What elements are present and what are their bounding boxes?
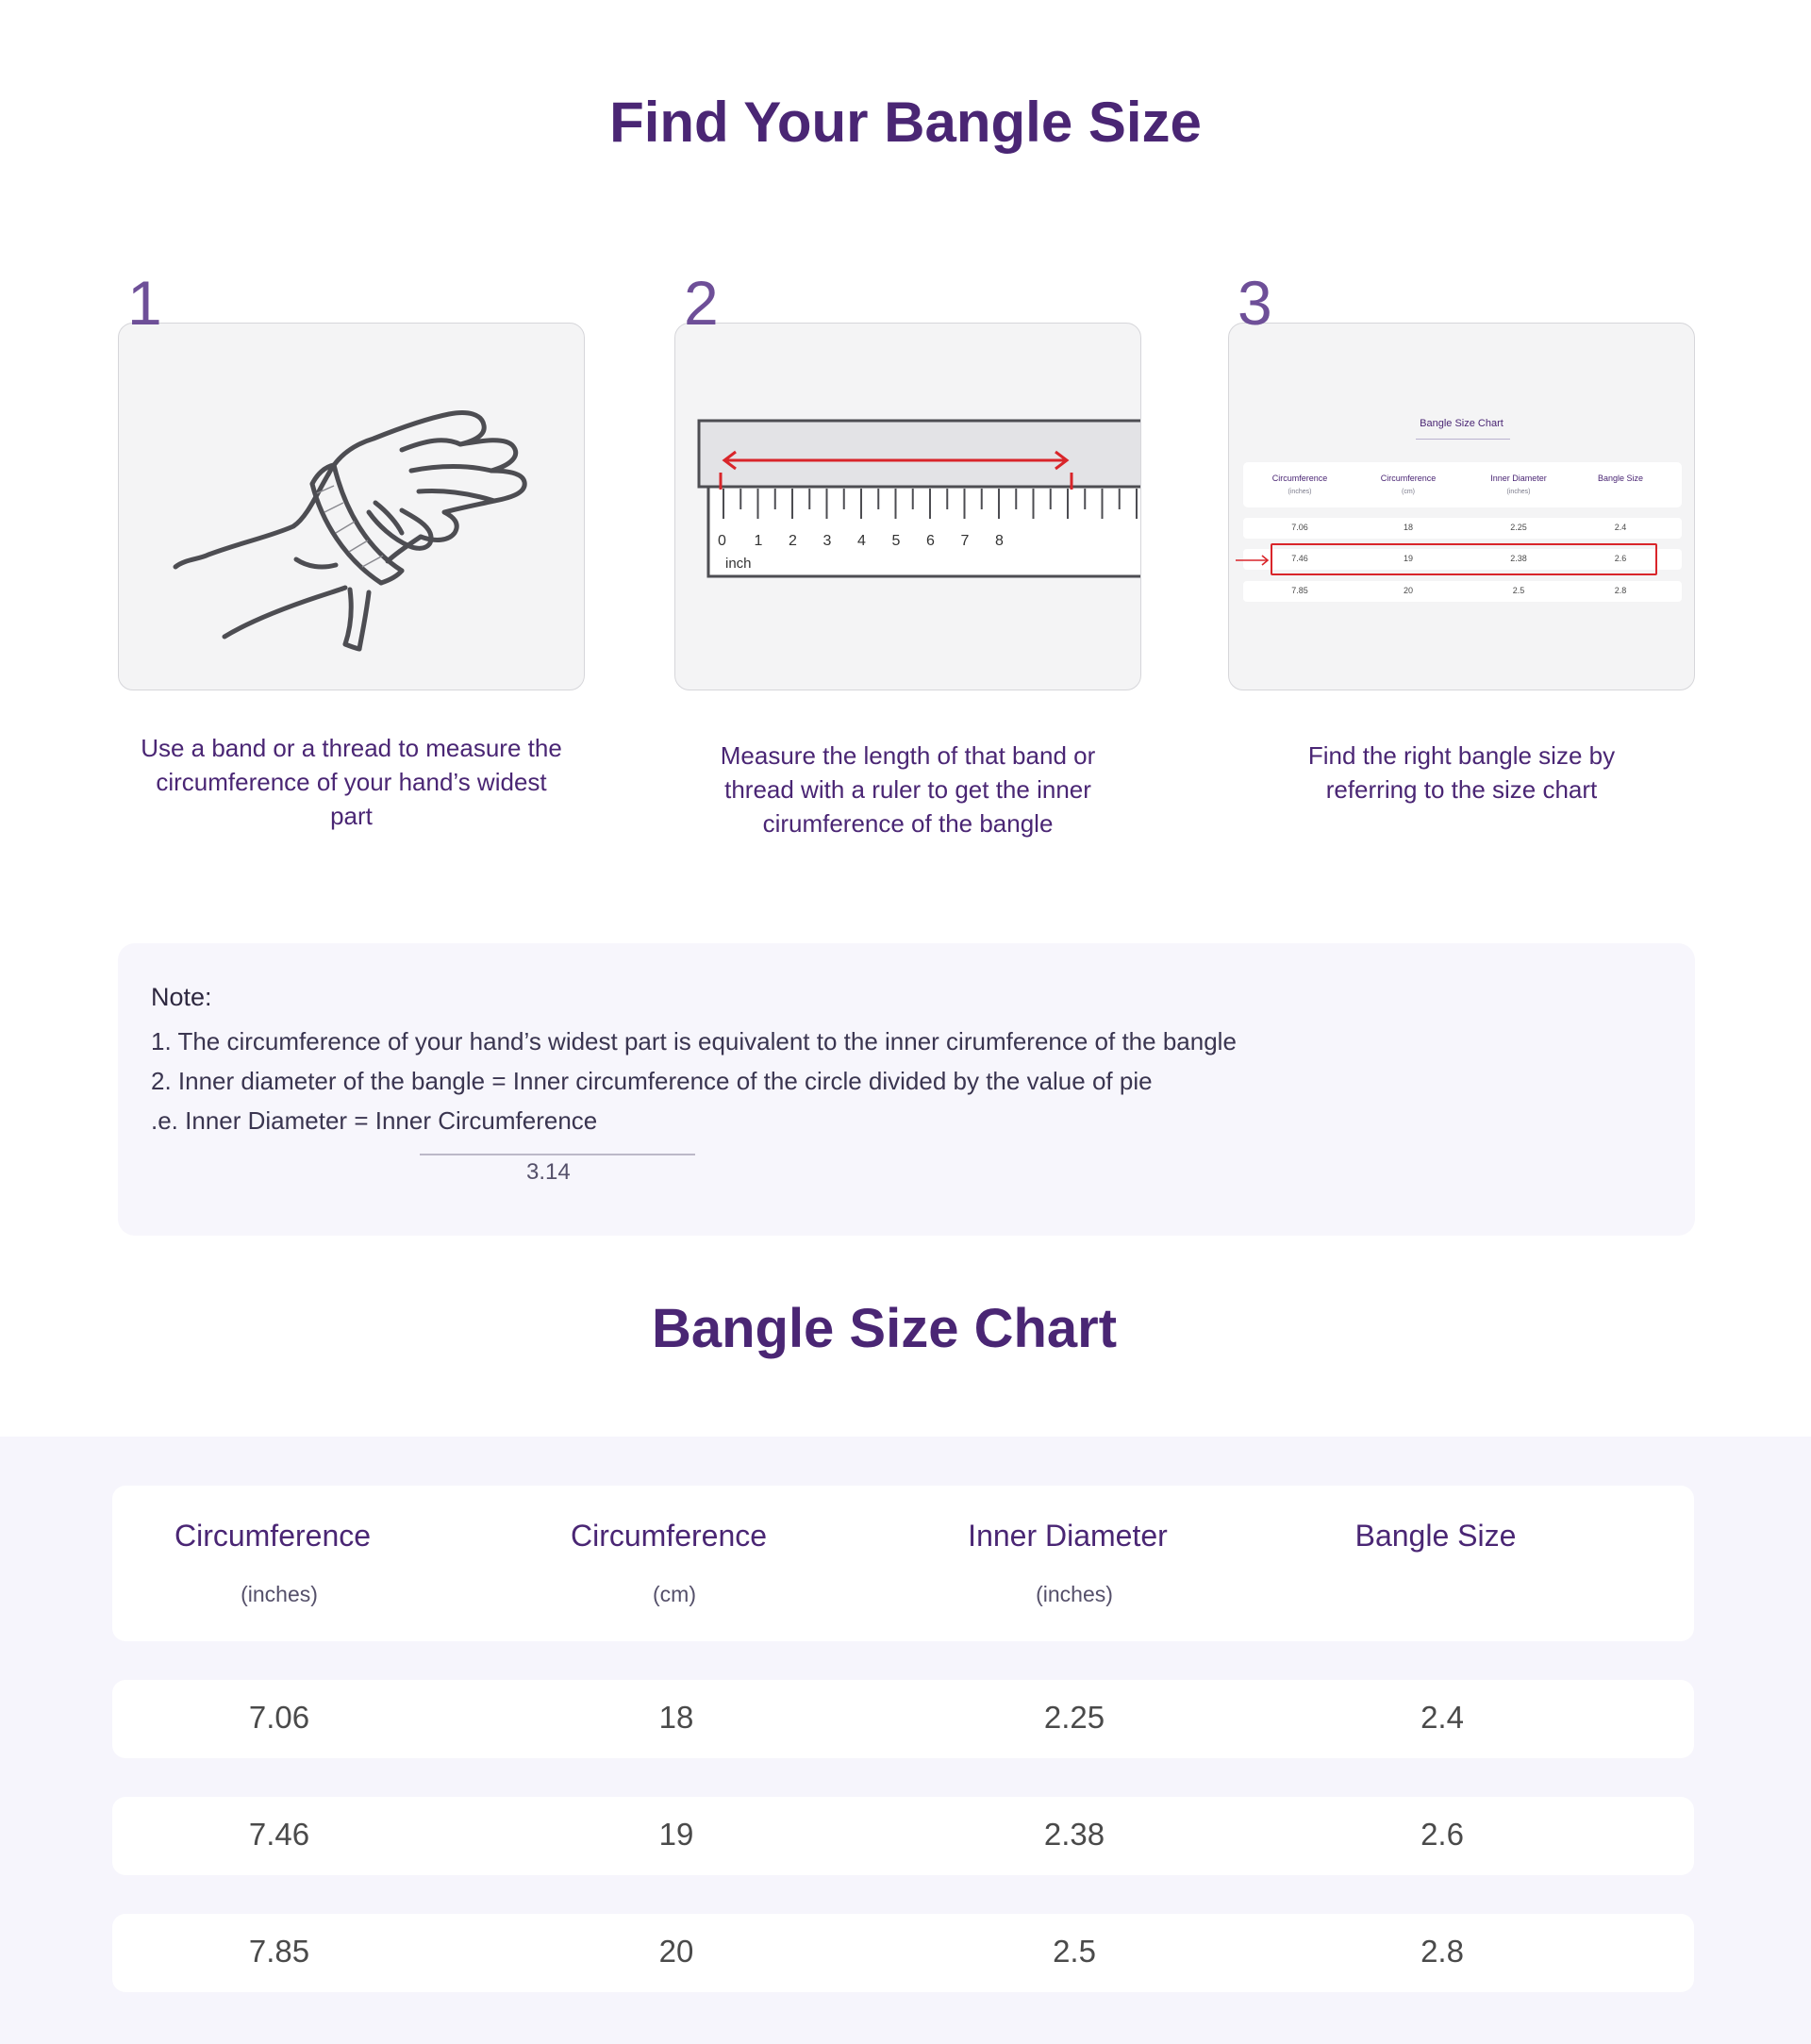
mini-cell: 18: [1403, 523, 1413, 532]
table-cell: 2.8: [1421, 1934, 1464, 1969]
table-cell: 18: [658, 1700, 694, 1735]
mini-cell: 7.46: [1291, 554, 1308, 563]
step-description: Measure the length of that band or thread with a ruler to get the inner cirumference of the bangle: [720, 741, 1096, 838]
fraction-line: [420, 1154, 695, 1155]
ruler-tick-label: 5: [891, 533, 901, 549]
table-cell: 2.6: [1421, 1817, 1464, 1852]
table-cell: 7.85: [248, 1934, 310, 1969]
mini-cell: 20: [1403, 586, 1413, 595]
step-image-card: [1228, 323, 1695, 690]
note-label: Note:: [151, 983, 212, 1011]
formula: [151, 1140, 1662, 1225]
mini-table-row: [1243, 518, 1682, 539]
note-line: 1. The circumference of your hand’s widest part is equivalent to the inner cirumference of the bangle: [151, 1027, 1237, 1055]
mini-header-label: Circumference: [1271, 474, 1328, 483]
mini-header-label: Circumference: [1380, 474, 1437, 483]
table-row: [112, 1914, 1694, 1992]
step-description: Use a band or a thread to measure the circumference of your hand’s widest part: [141, 734, 562, 830]
note-line: .e. Inner Diameter = Inner Circumference: [151, 1106, 598, 1135]
note-line: 2. Inner diameter of the bangle = Inner circumference of the circle divided by the value of pie: [151, 1067, 1153, 1095]
mini-header-unit: (inches): [1288, 489, 1312, 495]
mini-cell: 7.06: [1291, 523, 1308, 532]
page-title: Find Your Bangle Size: [609, 91, 1202, 154]
ruler-tick-label: 0: [718, 533, 726, 549]
ruler-tick-label: 7: [960, 533, 970, 549]
header-label: Circumference: [570, 1519, 768, 1553]
mini-cell: 2.4: [1614, 523, 1627, 532]
table-cell: 2.5: [1053, 1934, 1096, 1969]
table-row: [112, 1797, 1694, 1875]
mini-highlight-box: [1271, 543, 1657, 575]
header-unit: (cm): [653, 1582, 696, 1606]
step-description: Find the right bangle size by referring to the size chart: [1307, 741, 1616, 804]
formula-denominator: 3.14: [526, 1159, 571, 1185]
header-label: Inner Diameter: [968, 1519, 1168, 1553]
step-number: 1: [127, 268, 162, 338]
mini-header-unit: (inches): [1506, 489, 1531, 495]
ruler-tick-label: 8: [995, 533, 1004, 549]
table-cell: 2.25: [1043, 1700, 1105, 1735]
mini-header-unit: (cm): [1402, 489, 1415, 495]
mini-cell: 2.8: [1614, 586, 1627, 595]
mini-cell: 2.6: [1614, 554, 1627, 563]
header-label: Circumference: [174, 1519, 372, 1553]
table-cell: 7.06: [248, 1700, 310, 1735]
mini-chart-header: [1243, 462, 1682, 507]
table-cell: 19: [658, 1817, 694, 1852]
table-cell: 2.38: [1043, 1817, 1105, 1852]
mini-cell: 7.85: [1291, 586, 1308, 595]
ruler-unit-label: inch: [725, 556, 752, 572]
table-cell: 2.4: [1421, 1700, 1464, 1735]
mini-table-row: [1243, 581, 1682, 602]
arrow-right-icon: [1234, 554, 1271, 567]
header-unit: (inches): [1036, 1582, 1113, 1606]
step-number: 3: [1238, 268, 1272, 338]
table-cell: 20: [658, 1934, 694, 1969]
mini-chart-title: Bangle Size Chart: [1420, 418, 1504, 429]
table-row: [112, 1680, 1694, 1758]
header-label: Bangle Size: [1354, 1519, 1517, 1553]
mini-title-underline: [1416, 439, 1510, 440]
size-chart-header: [112, 1486, 1694, 1641]
ruler-tick-label: 6: [926, 533, 935, 549]
step-image-card: [674, 323, 1141, 690]
ruler-tick-label: 3: [822, 533, 832, 549]
note-panel: [118, 943, 1695, 1236]
ruler-tick-label: 4: [857, 533, 866, 549]
step-number: 2: [684, 268, 719, 338]
step-image-card: [118, 323, 585, 690]
ruler-icon: [675, 324, 1141, 690]
mini-header-label: Inner Diameter: [1490, 474, 1547, 483]
hand-measure-icon: [119, 324, 585, 690]
mini-cell: 2.38: [1510, 554, 1527, 563]
size-chart-title: Bangle Size Chart: [651, 1298, 1118, 1359]
ruler-tick-label: 1: [754, 533, 763, 549]
mini-header-label: Bangle Size: [1597, 474, 1644, 483]
table-cell: 7.46: [248, 1817, 310, 1852]
ruler-tick-label: 2: [789, 533, 797, 549]
mini-cell: 2.5: [1512, 586, 1525, 595]
mini-cell: 19: [1403, 554, 1413, 563]
mini-cell: 2.25: [1510, 523, 1527, 532]
header-unit: (inches): [241, 1582, 318, 1606]
